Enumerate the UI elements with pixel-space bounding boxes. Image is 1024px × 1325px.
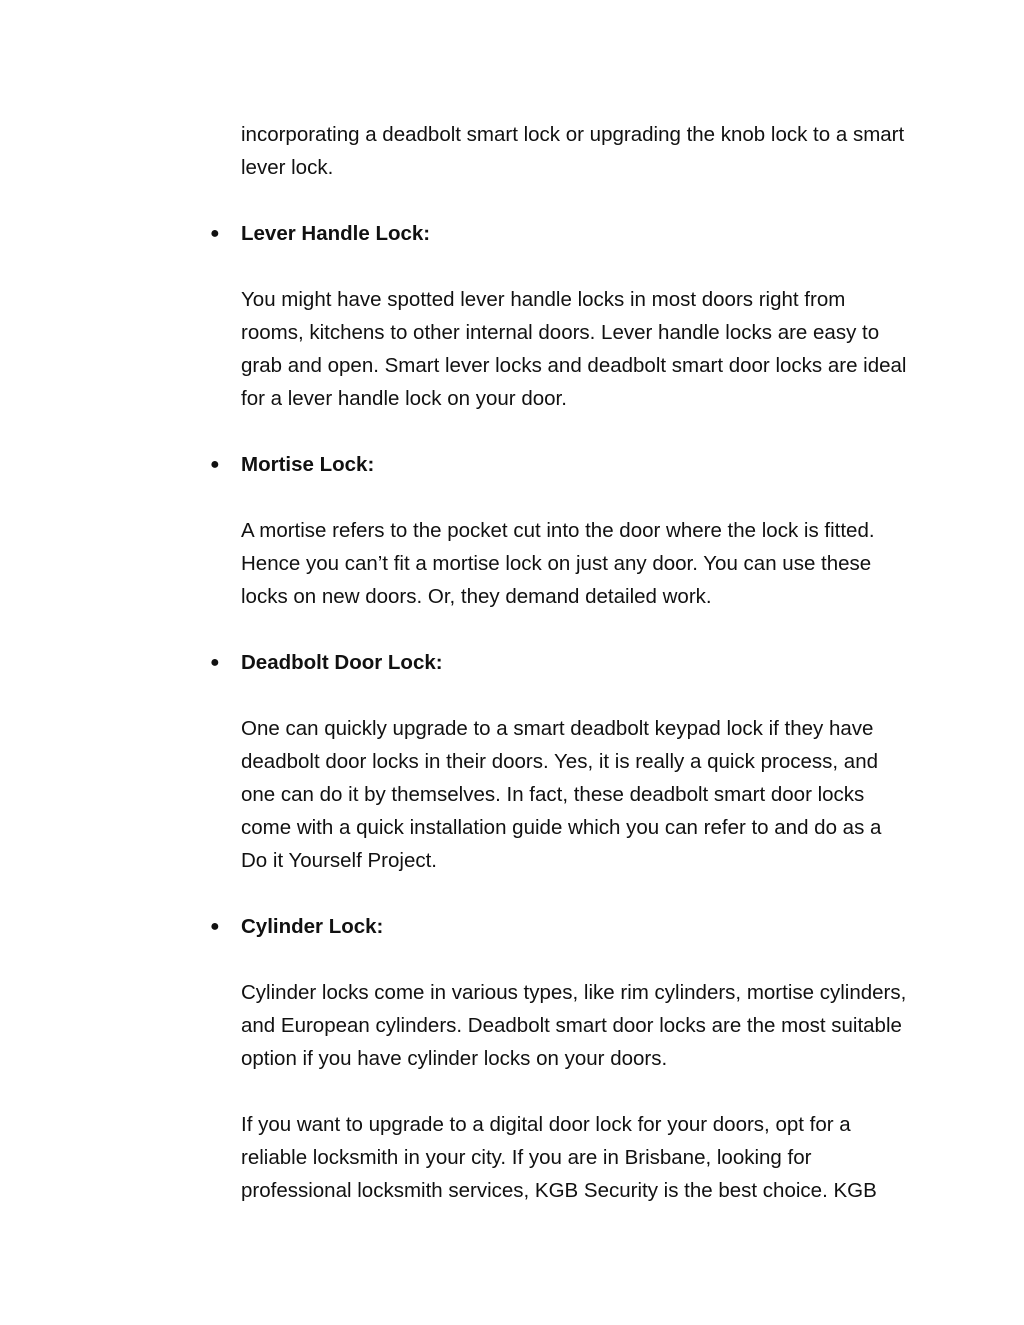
section-body-lever-handle: You might have spotted lever handle locks in most doors right from rooms, kitchens to other internal doors. Lever handle locks are easy to grab and open. Smart lever locks and deadbolt smart door locks are ideal for a lever handle lock on your door. [241,288,907,410]
heading-text: Lever Handle Lock: [241,222,431,245]
section-body-mortise: A mortise refers to the pocket cut into the door where the lock is fitted. Hence you can’t fit a mortise lock on just any door. You can use these locks on new doors. Or, they demand detailed work. [241,519,875,608]
heading-text: Cylinder Lock: [241,915,384,938]
heading-text: Mortise Lock: [241,453,375,476]
bullet-icon: ● [210,225,220,242]
section-heading-deadbolt [210,646,909,679]
continuation-paragraph: incorporating a deadbolt smart lock or upgrading the knob lock to a smart lever lock. [241,123,905,179]
section-body-deadbolt: One can quickly upgrade to a smart deadbolt keypad lock if they have deadbolt door locks in their doors. Yes, it is really a quick process, and one can do it by themselves. In fact, these deadbolt smart door locks come with a quick installation guide which you can refer to and do as a Do it Yourself Project. [241,717,882,872]
closing-paragraph: If you want to upgrade to a digital door lock for your doors, opt for a reliable locksmith in your city. If you are in Brisbane, looking for professional locksmith services, KGB Security is the best choice. KGB [241,1113,877,1202]
section-heading-cylinder [210,910,909,943]
bullet-icon: ● [210,918,220,935]
document-body [210,118,909,1207]
bullet-icon: ● [210,456,220,473]
heading-text: Deadbolt Door Lock: [241,651,443,674]
bullet-icon: ● [210,654,220,671]
section-body-cylinder: Cylinder locks come in various types, like rim cylinders, mortise cylinders, and European cylinders. Deadbolt smart door locks are the most suitable option if you have cylinder locks on your doors. [241,981,907,1070]
section-heading-mortise [210,448,909,481]
section-heading-lever-handle [210,217,909,250]
